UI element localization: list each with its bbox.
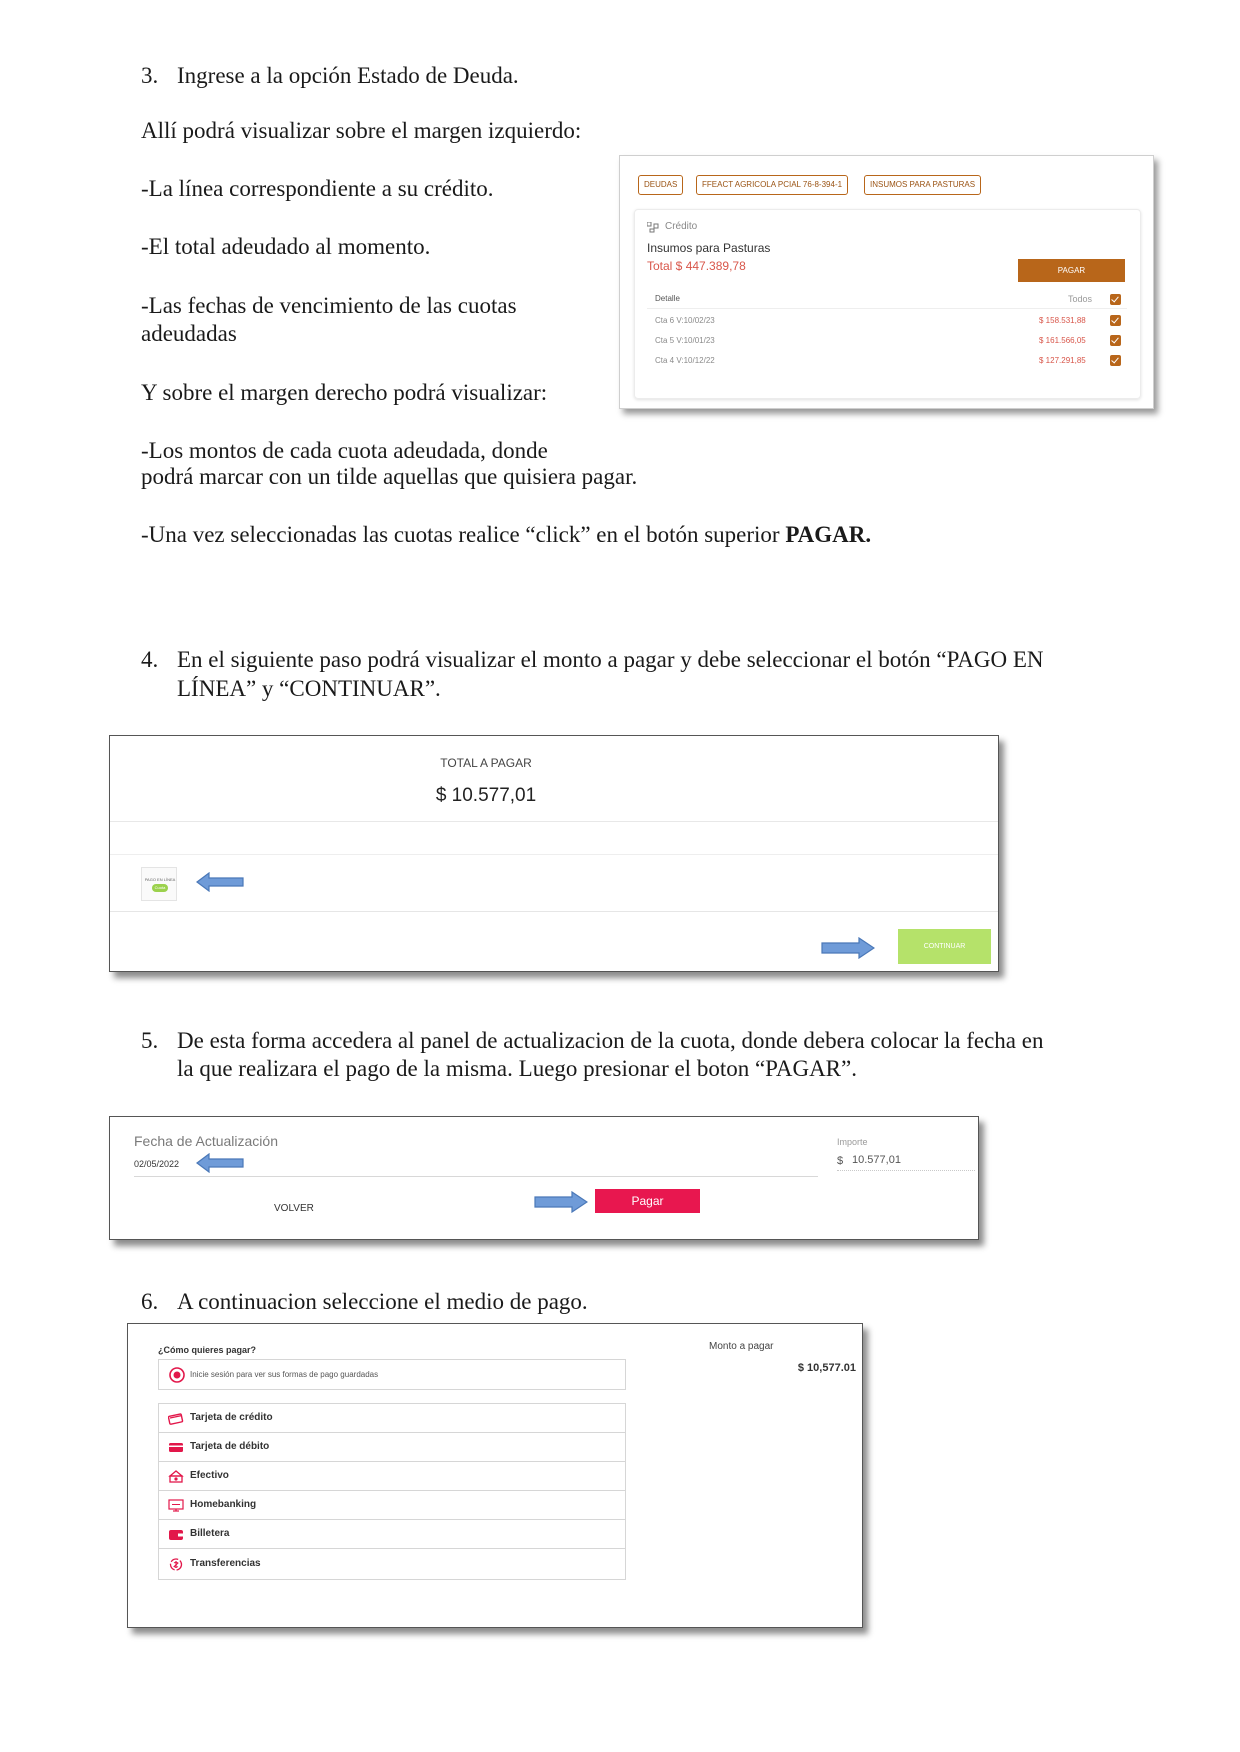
right-arrow-icon — [534, 1191, 588, 1213]
amount-label: Importe — [837, 1137, 868, 1147]
update-date-screenshot — [109, 1116, 979, 1240]
credit-name: Insumos para Pasturas — [647, 241, 771, 255]
credit-card-panel — [634, 209, 1141, 399]
online-payment-label: PAGO EN LÍNEA — [144, 877, 176, 882]
payment-method-row[interactable] — [158, 1461, 626, 1491]
payment-method-label: Tarjeta de crédito — [190, 1412, 273, 1423]
transfer-icon — [168, 1558, 184, 1571]
amount-field — [837, 1151, 975, 1171]
login-hint-row[interactable] — [158, 1359, 626, 1390]
all-label: Todos — [1068, 294, 1093, 304]
step-text-line2: la que realizara el pago de la misma. Luego presionar el boton “PAGAR”. — [177, 1056, 857, 1081]
online-payment-option[interactable] — [141, 867, 177, 901]
total-to-pay-screenshot — [109, 735, 999, 972]
payment-method-row[interactable] — [158, 1519, 626, 1549]
wallet-icon — [168, 1528, 184, 1541]
debt-status-screenshot — [619, 155, 1154, 409]
right-arrow-icon — [821, 937, 875, 959]
installment-label: Cta 6 V:10/02/23 — [655, 316, 715, 325]
left-margin-intro: Allí podrá visualizar sobre el margen izquierdo: — [141, 118, 582, 143]
step-number: 4. — [141, 647, 159, 672]
step-text-line1: De esta forma accedera al panel de actualizacion de la cuota, donde debera colocar la fecha en — [177, 1028, 1044, 1053]
total-title: TOTAL A PAGAR — [440, 756, 532, 770]
step-3-heading — [141, 61, 741, 91]
pay-button[interactable]: Pagar — [595, 1189, 700, 1213]
payment-method-label: Homebanking — [190, 1499, 257, 1510]
item-click-pay-bold: PAGAR. — [785, 522, 872, 547]
payment-method-screenshot — [127, 1323, 863, 1628]
installment-check[interactable] — [1110, 355, 1121, 366]
divider — [110, 854, 998, 855]
total-amount: $ 10.577,01 — [435, 785, 537, 806]
step-text: Ingrese a la opción Estado de Deuda. — [177, 63, 519, 88]
item-credit-line: -La línea correspondiente a su crédito. — [141, 176, 494, 201]
tag-deudas[interactable]: DEUDAS — [638, 175, 683, 195]
date-value: 02/05/2022 — [134, 1159, 180, 1169]
item-click-pay-text: -Una vez seleccionadas las cuotas realice “click” en el botón superior — [141, 522, 786, 547]
step-number: 6. — [141, 1289, 159, 1314]
login-hint: Inicie sesión para ver sus formas de pago guardadas — [190, 1370, 379, 1379]
item-total-owed: -El total adeudado al momento. — [141, 234, 431, 259]
item-amounts-line2: podrá marcar con un tilde aquellas que quisiera pagar. — [141, 464, 638, 489]
continue-button[interactable]: CONTINUAR — [898, 929, 991, 964]
credit-card-icon — [168, 1412, 184, 1425]
installment-amount: $ 158.531,88 — [1039, 316, 1086, 325]
step-number: 3. — [141, 63, 159, 88]
credit-label: Crédito — [665, 221, 698, 232]
divider — [647, 308, 1127, 309]
item-click-pay — [141, 521, 871, 549]
payment-method-row[interactable] — [158, 1432, 626, 1462]
debit-card-icon — [168, 1441, 184, 1454]
total-owed: Total $ 447.389,78 — [647, 259, 746, 273]
installment-check[interactable] — [1110, 315, 1121, 326]
amount-value: 10.577,01 — [852, 1154, 901, 1166]
date-label: Fecha de Actualización — [134, 1133, 278, 1149]
payment-method-row[interactable] — [158, 1403, 626, 1433]
left-arrow-icon — [196, 1153, 244, 1173]
item-due-dates-line2: adeudadas — [141, 321, 237, 346]
check-all[interactable] — [1110, 294, 1121, 305]
step-number: 5. — [141, 1028, 159, 1053]
item-due-dates-line1: -Las fechas de vencimiento de las cuotas — [141, 293, 517, 318]
installment-label: Cta 5 V:10/01/23 — [655, 336, 715, 345]
step-text: A continuacion seleccione el medio de pago. — [177, 1289, 588, 1314]
tag-insumos[interactable]: INSUMOS PARA PASTURAS — [864, 175, 981, 195]
step-text-line2: LÍNEA” y “CONTINUAR”. — [177, 676, 441, 701]
detail-header: Detalle — [655, 294, 680, 303]
credit-icon — [647, 222, 659, 233]
right-margin-intro: Y sobre el margen derecho podrá visualizar: — [141, 380, 548, 405]
payment-method-label: Billetera — [190, 1528, 230, 1539]
installment-amount: $ 161.566,05 — [1039, 336, 1086, 345]
payment-method-row[interactable] — [158, 1490, 626, 1520]
step-text-line1: En el siguiente paso podrá visualizar el monto a pagar y debe seleccionar el botón “PAGO EN — [177, 647, 1044, 672]
item-amounts-line1: -Los montos de cada cuota adeudada, donde — [141, 438, 548, 463]
online-payment-badge: Cuota — [152, 884, 168, 892]
tag-ffeact[interactable]: FFEACT AGRICOLA PCIAL 76-8-394-1 — [696, 175, 848, 195]
payment-method-row[interactable] — [158, 1548, 626, 1580]
payment-question: ¿Cómo quieres pagar? — [158, 1345, 257, 1355]
divider — [110, 911, 998, 912]
divider — [110, 821, 998, 822]
pay-button[interactable]: PAGAR — [1018, 259, 1125, 282]
step-6-heading — [141, 1287, 841, 1317]
login-icon — [169, 1367, 185, 1383]
installment-check[interactable] — [1110, 335, 1121, 346]
amount-currency: $ — [837, 1155, 844, 1167]
left-arrow-icon — [196, 872, 244, 892]
installment-label: Cta 4 V:10/12/22 — [655, 356, 715, 365]
cash-icon — [168, 1470, 184, 1483]
step-5-heading — [141, 1026, 1151, 1086]
payment-method-label: Efectivo — [190, 1470, 229, 1481]
back-button[interactable]: VOLVER — [274, 1203, 314, 1214]
payment-method-label: Transferencias — [190, 1558, 261, 1569]
payment-method-label: Tarjeta de débito — [190, 1441, 270, 1452]
amount-label: Monto a pagar — [709, 1341, 774, 1352]
homebanking-icon — [168, 1499, 184, 1512]
step-4-heading — [141, 645, 1151, 705]
amount-value: $ 10,577.01 — [797, 1362, 856, 1374]
installment-amount: $ 127.291,85 — [1039, 356, 1086, 365]
